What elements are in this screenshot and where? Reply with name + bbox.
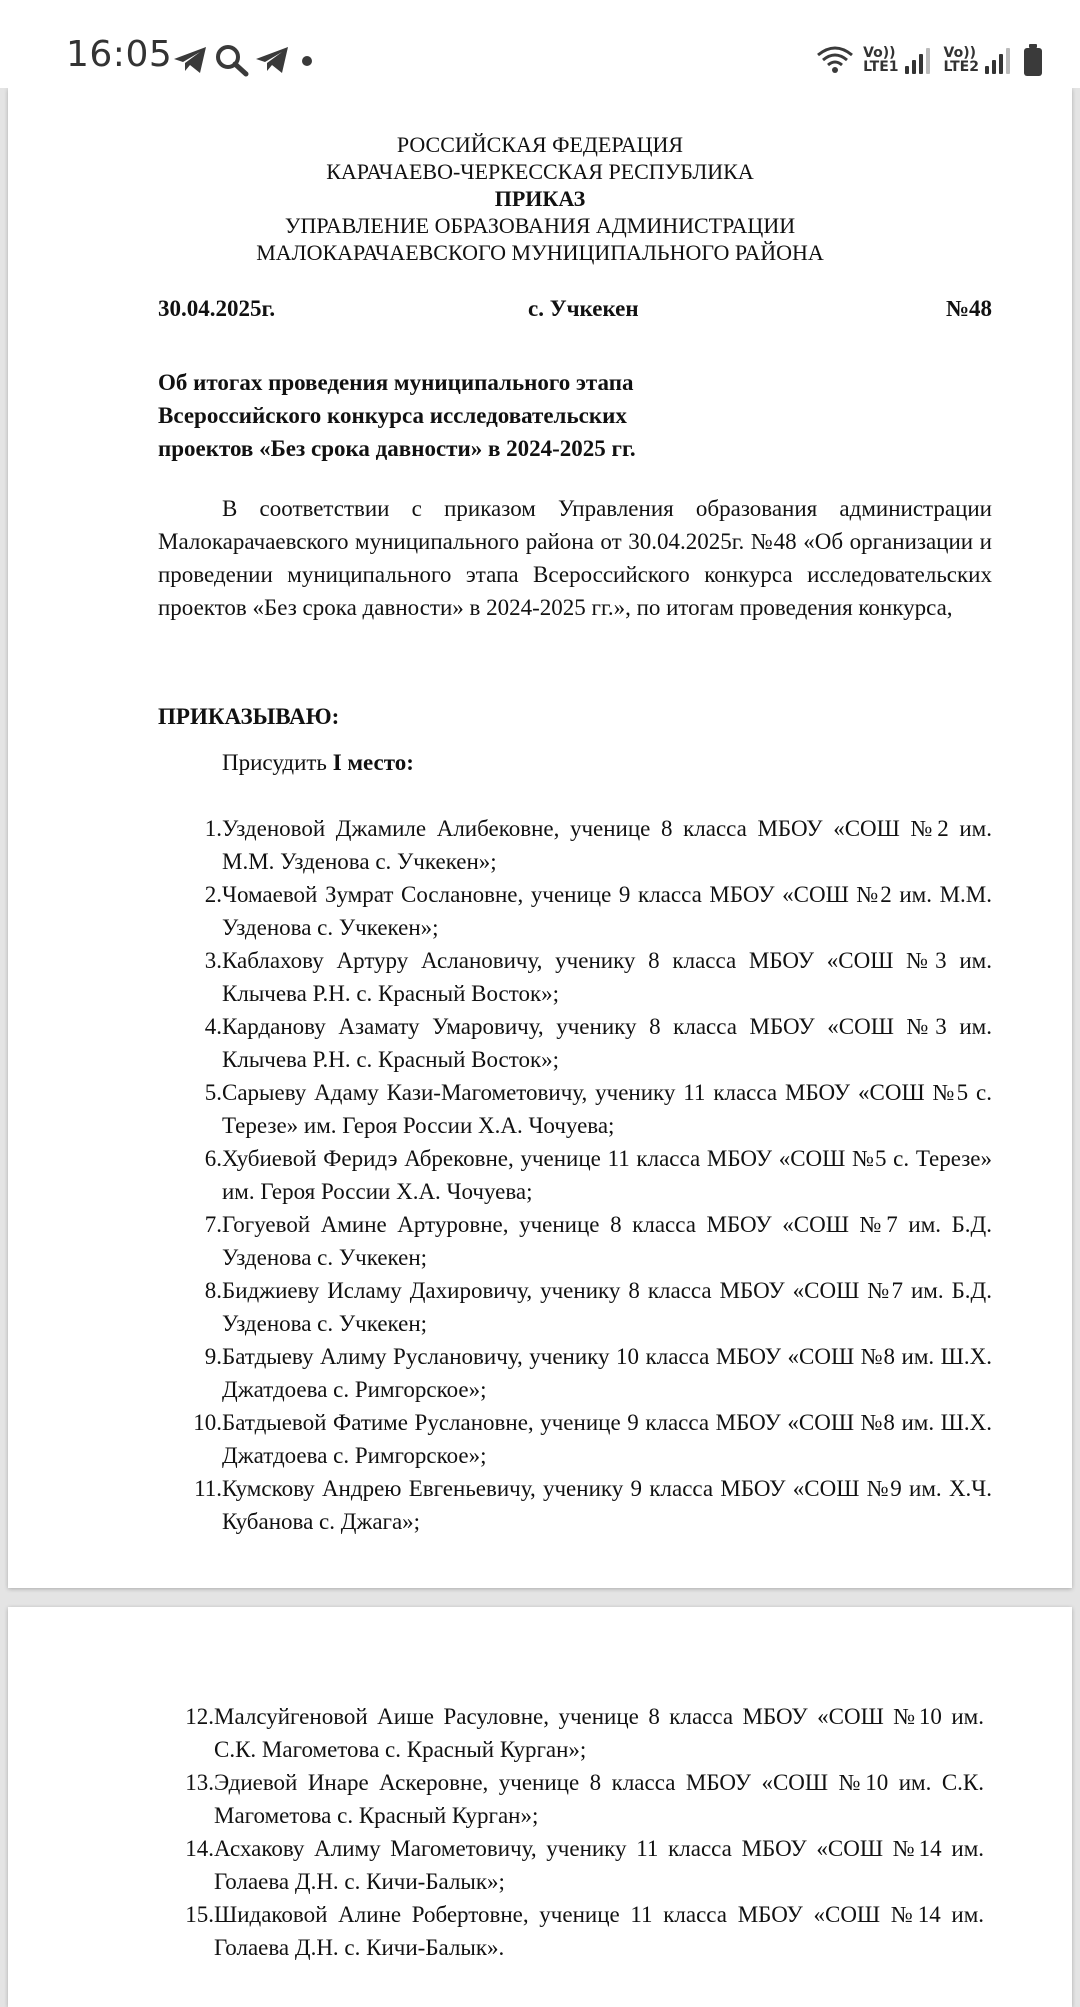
list-item: 14. Асхакову Алиму Магометовичу, ученику 11 класса МБОУ «СОШ №14 им. Голаева Д.Н. с. Кичи-Балык»; bbox=[185, 1836, 984, 1894]
list-item: 4. Карданову Азамату Умаровичу, ученику 8 класса МБОУ «СОШ №3 им. Клычева Р.Н. с. Красный Восток»; bbox=[204, 1014, 992, 1072]
list-item: 1. Узденовой Джамиле Алибековне, ученице 8 класса МБОУ «СОШ №2 им. М.М. Узденова с. Учкекен»; bbox=[204, 816, 992, 874]
status-bar bbox=[0, 0, 1080, 88]
battery-icon bbox=[1022, 43, 1044, 77]
status-time: 16:05 bbox=[66, 34, 173, 75]
wifi-icon bbox=[815, 43, 855, 77]
list-item: 15. Шидаковой Алине Робертовне, ученице 11 класса МБОУ «СОШ №14 им. Голаева Д.Н. с. Кичи-Балык». bbox=[185, 1902, 984, 1960]
order-place: с. Учкекен bbox=[528, 296, 639, 321]
system-icons bbox=[815, 40, 1044, 80]
list-item: 9. Батдыеву Алиму Руслановичу, ученику 10 класса МБОУ «СОШ №8 им. Ш.Х. Джатдоева с. Римгорское»; bbox=[204, 1344, 992, 1402]
list-item: 10. Батдыевой Фатиме Руслановне, ученице 9 класса МБОУ «СОШ №8 им. Ш.Х. Джатдоева с. Римгорское»; bbox=[193, 1410, 992, 1468]
telegram-icon bbox=[254, 44, 292, 76]
award-line: Присудить I место: bbox=[222, 750, 414, 775]
header-country: РОССИЙСКАЯ ФЕДЕРАЦИЯ bbox=[396, 132, 684, 157]
network-lte1: Vo)) LTE1 bbox=[863, 45, 899, 75]
winners-list-page-1 bbox=[158, 812, 992, 1538]
list-item: 7. Гогуевой Амине Артуровне, ученице 8 класса МБОУ «СОШ №7 им. Б.Д. Узденова с. Учкекен; bbox=[204, 1212, 992, 1270]
dot-icon bbox=[296, 44, 318, 76]
header-republic: КАРАЧАЕВО-ЧЕРКЕССКАЯ РЕСПУБЛИКА bbox=[326, 159, 754, 184]
list-item: 3. Каблахову Артуру Аслановичу, ученику 8 класса МБОУ «СОШ №3 им. Клычева Р.Н. с. Красный Восток»; bbox=[204, 948, 992, 1006]
order-keyword: ПРИКАЗЫВАЮ: bbox=[158, 704, 340, 729]
winners-list-page-2 bbox=[150, 1700, 984, 1964]
search-icon bbox=[214, 43, 250, 77]
list-item: 2. Чомаевой Зумрат Сослановне, ученице 9 класса МБОУ «СОШ №2 им. М.М. Узденова с. Учкекен»; bbox=[204, 882, 992, 940]
order-date: 30.04.2025г. bbox=[158, 296, 276, 321]
list-item: 12. Малсуйгеновой Аише Расуловне, ученице 8 класса МБОУ «СОШ №10 им. С.К. Магометова с. Красный Курган»; bbox=[185, 1704, 984, 1762]
list-item: 5. Сарыеву Адаму Кази-Магометовичу, ученику 11 класса МБОУ «СОШ №5 с. Терезе» им. Героя России Х.А. Чочуева; bbox=[204, 1080, 992, 1138]
list-item: 11. Кумскову Андрею Евгеньевичу, ученику 9 класса МБОУ «СОШ №9 им. Х.Ч. Кубанова с. Джага»; bbox=[194, 1476, 992, 1534]
preamble-paragraph: В соответствии с приказом Управления образования администрации Малокарачаевского муниципального района от 30.04.2025г. №48 «Об организации и проведении муниципального этапа Всероссийского конкурса исследовательских проектов «Без срока давности» в 2024-2025 гг.», по итогам проведения конкурса, bbox=[158, 496, 992, 620]
header-district: МАЛОКАРАЧАЕВСКОГО МУНИЦИПАЛЬНОГО РАЙОНА bbox=[256, 240, 824, 265]
signal-icon bbox=[905, 46, 930, 74]
notification-icons bbox=[172, 40, 318, 80]
order-number: №48 bbox=[945, 296, 992, 321]
header-department: УПРАВЛЕНИЕ ОБРАЗОВАНИЯ АДМИНИСТРАЦИИ bbox=[284, 213, 796, 238]
network-lte2: Vo)) LTE2 bbox=[943, 45, 979, 75]
order-title: Об итогах проведения муниципального этапа Всероссийского конкурса исследовательских проектов «Без срока давности» в 2024-2025 гг. bbox=[158, 370, 636, 461]
list-item: 6. Хубиевой Феридэ Абрековне, ученице 11 класса МБОУ «СОШ №5 с. Терезе» им. Героя России Х.А. Чочуева; bbox=[204, 1146, 992, 1204]
list-item: 8. Биджиеву Исламу Дахировичу, ученику 8 класса МБОУ «СОШ №7 им. Б.Д. Узденова с. Учкекен; bbox=[204, 1278, 992, 1336]
document-page-1[interactable] bbox=[8, 88, 1072, 1588]
signal-icon bbox=[985, 46, 1010, 74]
telegram-icon bbox=[172, 44, 210, 76]
header-order: ПРИКАЗ bbox=[494, 186, 586, 211]
list-item: 13. Эдиевой Инаре Аскеровне, ученице 8 класса МБОУ «СОШ №10 им. С.К. Магометова с. Красный Курган»; bbox=[185, 1770, 984, 1828]
